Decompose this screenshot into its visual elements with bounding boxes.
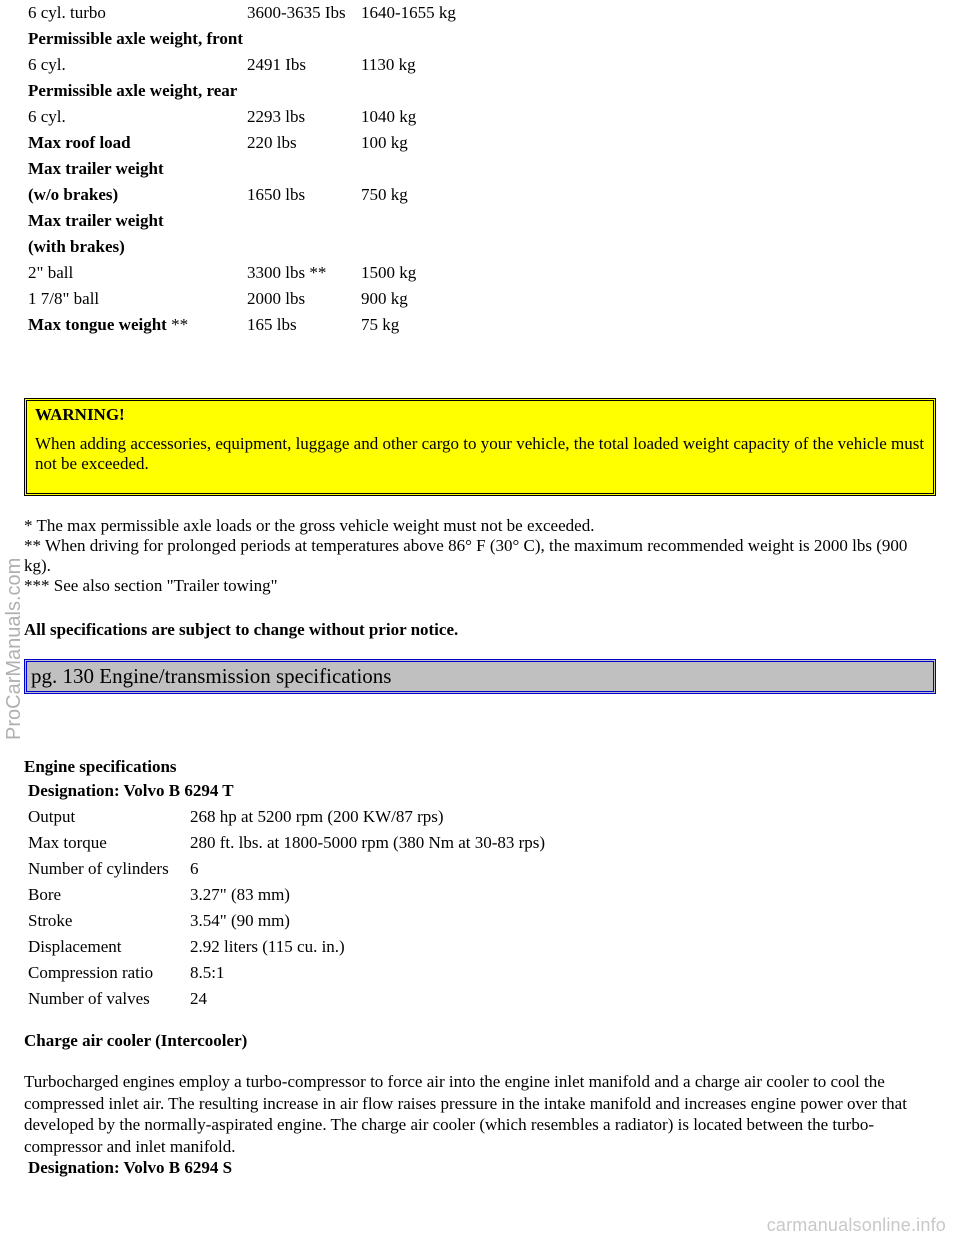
weights-label-text: Max roof load [28, 133, 131, 152]
weights-label [28, 208, 243, 234]
weights-kg: 750 kg [360, 185, 408, 204]
engine-spec-row [28, 960, 545, 986]
weights-kg: 1040 kg [360, 107, 417, 126]
engine-spec-value: 2.92 liters (115 cu. in.) [190, 937, 345, 956]
weights-kg [361, 78, 481, 104]
weights-kg: 1130 kg [360, 55, 416, 74]
weights-label [28, 286, 243, 312]
engine-spec-value: 3.27" (83 mm) [190, 885, 290, 904]
warning-text: When adding accessories, equipment, luggage and other cargo to your vehicle, the total loaded weight capacity of the vehicle must not be exceeded. [35, 434, 925, 473]
engine-designation: Designation: Volvo B 6294 T [28, 781, 234, 800]
weights-row [28, 208, 481, 234]
weights-lbs: 165 lbs [246, 315, 297, 334]
engine-spec-row [28, 830, 545, 856]
weights-label-suffix: ** [166, 315, 189, 334]
engine-specs-table [24, 778, 549, 1012]
section-header-bar [24, 659, 936, 694]
cooler-heading: Charge air cooler (Intercooler) [24, 1031, 248, 1050]
weights-kg: 1640-1655 kg [360, 3, 456, 22]
weights-kg: 75 kg [360, 315, 400, 334]
weights-lbs: 2293 lbs [246, 107, 306, 126]
weights-label-text: 6 cyl. turbo [28, 3, 106, 22]
weights-row [28, 286, 481, 312]
weights-lbs [247, 26, 357, 52]
weights-row [28, 312, 481, 338]
engine-spec-row [28, 882, 545, 908]
weights-label [28, 104, 243, 130]
watermark-text: ProCarManuals.com [3, 557, 25, 740]
engine-spec-row [28, 908, 545, 934]
weights-lbs: 220 lbs [246, 133, 297, 152]
engine-spec-value: 268 hp at 5200 rpm (200 KW/87 rps) [190, 807, 444, 826]
weights-row [28, 130, 481, 156]
weights-lbs: 2491 Ibs [246, 55, 307, 74]
weights-label [28, 182, 243, 208]
weights-label [28, 26, 243, 52]
weights-label-text: Max trailer weight [28, 211, 164, 230]
weights-label-text: 1 7/8" ball [28, 289, 100, 308]
engine-spec-key: Output [28, 807, 76, 826]
footnote-1: * The max permissible axle loads or the gross vehicle weight must not be exceeded. [24, 516, 595, 535]
weights-label [28, 52, 243, 78]
weights-row [28, 104, 481, 130]
cooler-paragraph: Turbocharged engines employ a turbo-compressor to force air into the engine inlet manifold and a charge air cooler to cool the compressed inlet air. The resulting increase in air flow raises pressure in the intake manifold and increases engine power over that developed by the normally-aspirated engine. The charge air cooler (which resembles a radiator) is located between the turbo-compressor and inlet manifold. [24, 1072, 907, 1156]
weights-label-text: (w/o brakes) [28, 185, 119, 204]
engine-spec-value: 280 ft. lbs. at 1800-5000 rpm (380 Nm at 30-83 rps) [190, 833, 546, 852]
weights-row [28, 260, 481, 286]
weights-lbs [247, 234, 357, 260]
all-specs-notice: All specifications are subject to change without prior notice. [24, 620, 459, 639]
weights-label-text: Max tongue weight [28, 315, 167, 334]
engine-designation-2: Designation: Volvo B 6294 S [28, 1158, 233, 1177]
engine-spec-key: Bore [28, 885, 62, 904]
engine-spec-value: 24 [190, 989, 207, 1008]
engine-spec-value: 3.54" (90 mm) [190, 911, 290, 930]
weights-label [28, 156, 243, 182]
weights-kg: 1500 kg [360, 263, 417, 282]
weights-row [28, 26, 481, 52]
weights-label-text: 6 cyl. [28, 55, 66, 74]
weights-kg: 900 kg [360, 289, 408, 308]
weights-kg [361, 234, 481, 260]
engine-spec-value: 8.5:1 [190, 963, 225, 982]
engine-spec-key: Displacement [28, 937, 122, 956]
weights-label-text: Max trailer weight [28, 159, 164, 178]
weights-lbs [247, 156, 357, 182]
section-title: pg. 130 Engine/transmission specifications [31, 664, 392, 688]
engine-specs-heading: Engine specifications [24, 757, 177, 776]
engine-spec-row [28, 856, 545, 882]
engine-spec-key: Compression ratio [28, 963, 154, 982]
engine-spec-row [28, 804, 545, 830]
weights-label [28, 0, 243, 26]
weights-row [28, 52, 481, 78]
weights-label [28, 234, 243, 260]
footnote-3: *** See also section "Trailer towing" [24, 576, 278, 595]
engine-designation-row [28, 778, 545, 804]
weights-row [28, 0, 481, 26]
engine-spec-key: Max torque [28, 833, 107, 852]
weights-table [24, 0, 485, 338]
weights-label-text: Permissible axle weight, rear [28, 81, 238, 100]
weights-lbs: 3600-3635 Ibs [246, 3, 346, 22]
weights-row [28, 156, 481, 182]
weights-kg [361, 156, 481, 182]
weights-lbs: 1650 lbs [246, 185, 306, 204]
engine-spec-key: Number of valves [28, 989, 150, 1008]
weights-lbs: 2000 lbs [246, 289, 306, 308]
engine-spec-key: Stroke [28, 911, 73, 930]
weights-label [28, 130, 243, 156]
weights-kg [361, 26, 481, 52]
engine-spec-row [28, 986, 545, 1012]
footnote-2: ** When driving for prolonged periods at temperatures above 86° F (30° C), the maximum recommended weight is 2000 lbs (900 kg). [24, 536, 908, 575]
weights-lbs [247, 208, 357, 234]
warning-title: WARNING! [35, 405, 125, 424]
weights-row [28, 182, 481, 208]
weights-label [28, 260, 243, 286]
side-watermark [0, 500, 30, 740]
manual-page [24, 0, 936, 1177]
weights-label-text: 2" ball [28, 263, 74, 282]
weights-label-text: Permissible axle weight, front [28, 29, 243, 48]
weights-label [28, 78, 243, 104]
engine-spec-row [28, 934, 545, 960]
weights-row [28, 234, 481, 260]
weights-lbs: 3300 lbs ** [246, 263, 327, 282]
engine-spec-value: 6 [190, 859, 199, 878]
warning-box [24, 398, 936, 496]
weights-kg: 100 kg [360, 133, 408, 152]
weights-label-text: (with brakes) [28, 237, 125, 256]
engine-spec-key: Number of cylinders [28, 859, 169, 878]
footer-logo: carmanualsonline.info [766, 1215, 946, 1235]
weights-label-text: 6 cyl. [28, 107, 66, 126]
engine-specs-block [24, 778, 549, 1012]
weights-lbs [247, 78, 357, 104]
weights-kg [361, 208, 481, 234]
weights-row [28, 78, 481, 104]
footnotes [24, 516, 936, 596]
weights-label [28, 312, 243, 338]
